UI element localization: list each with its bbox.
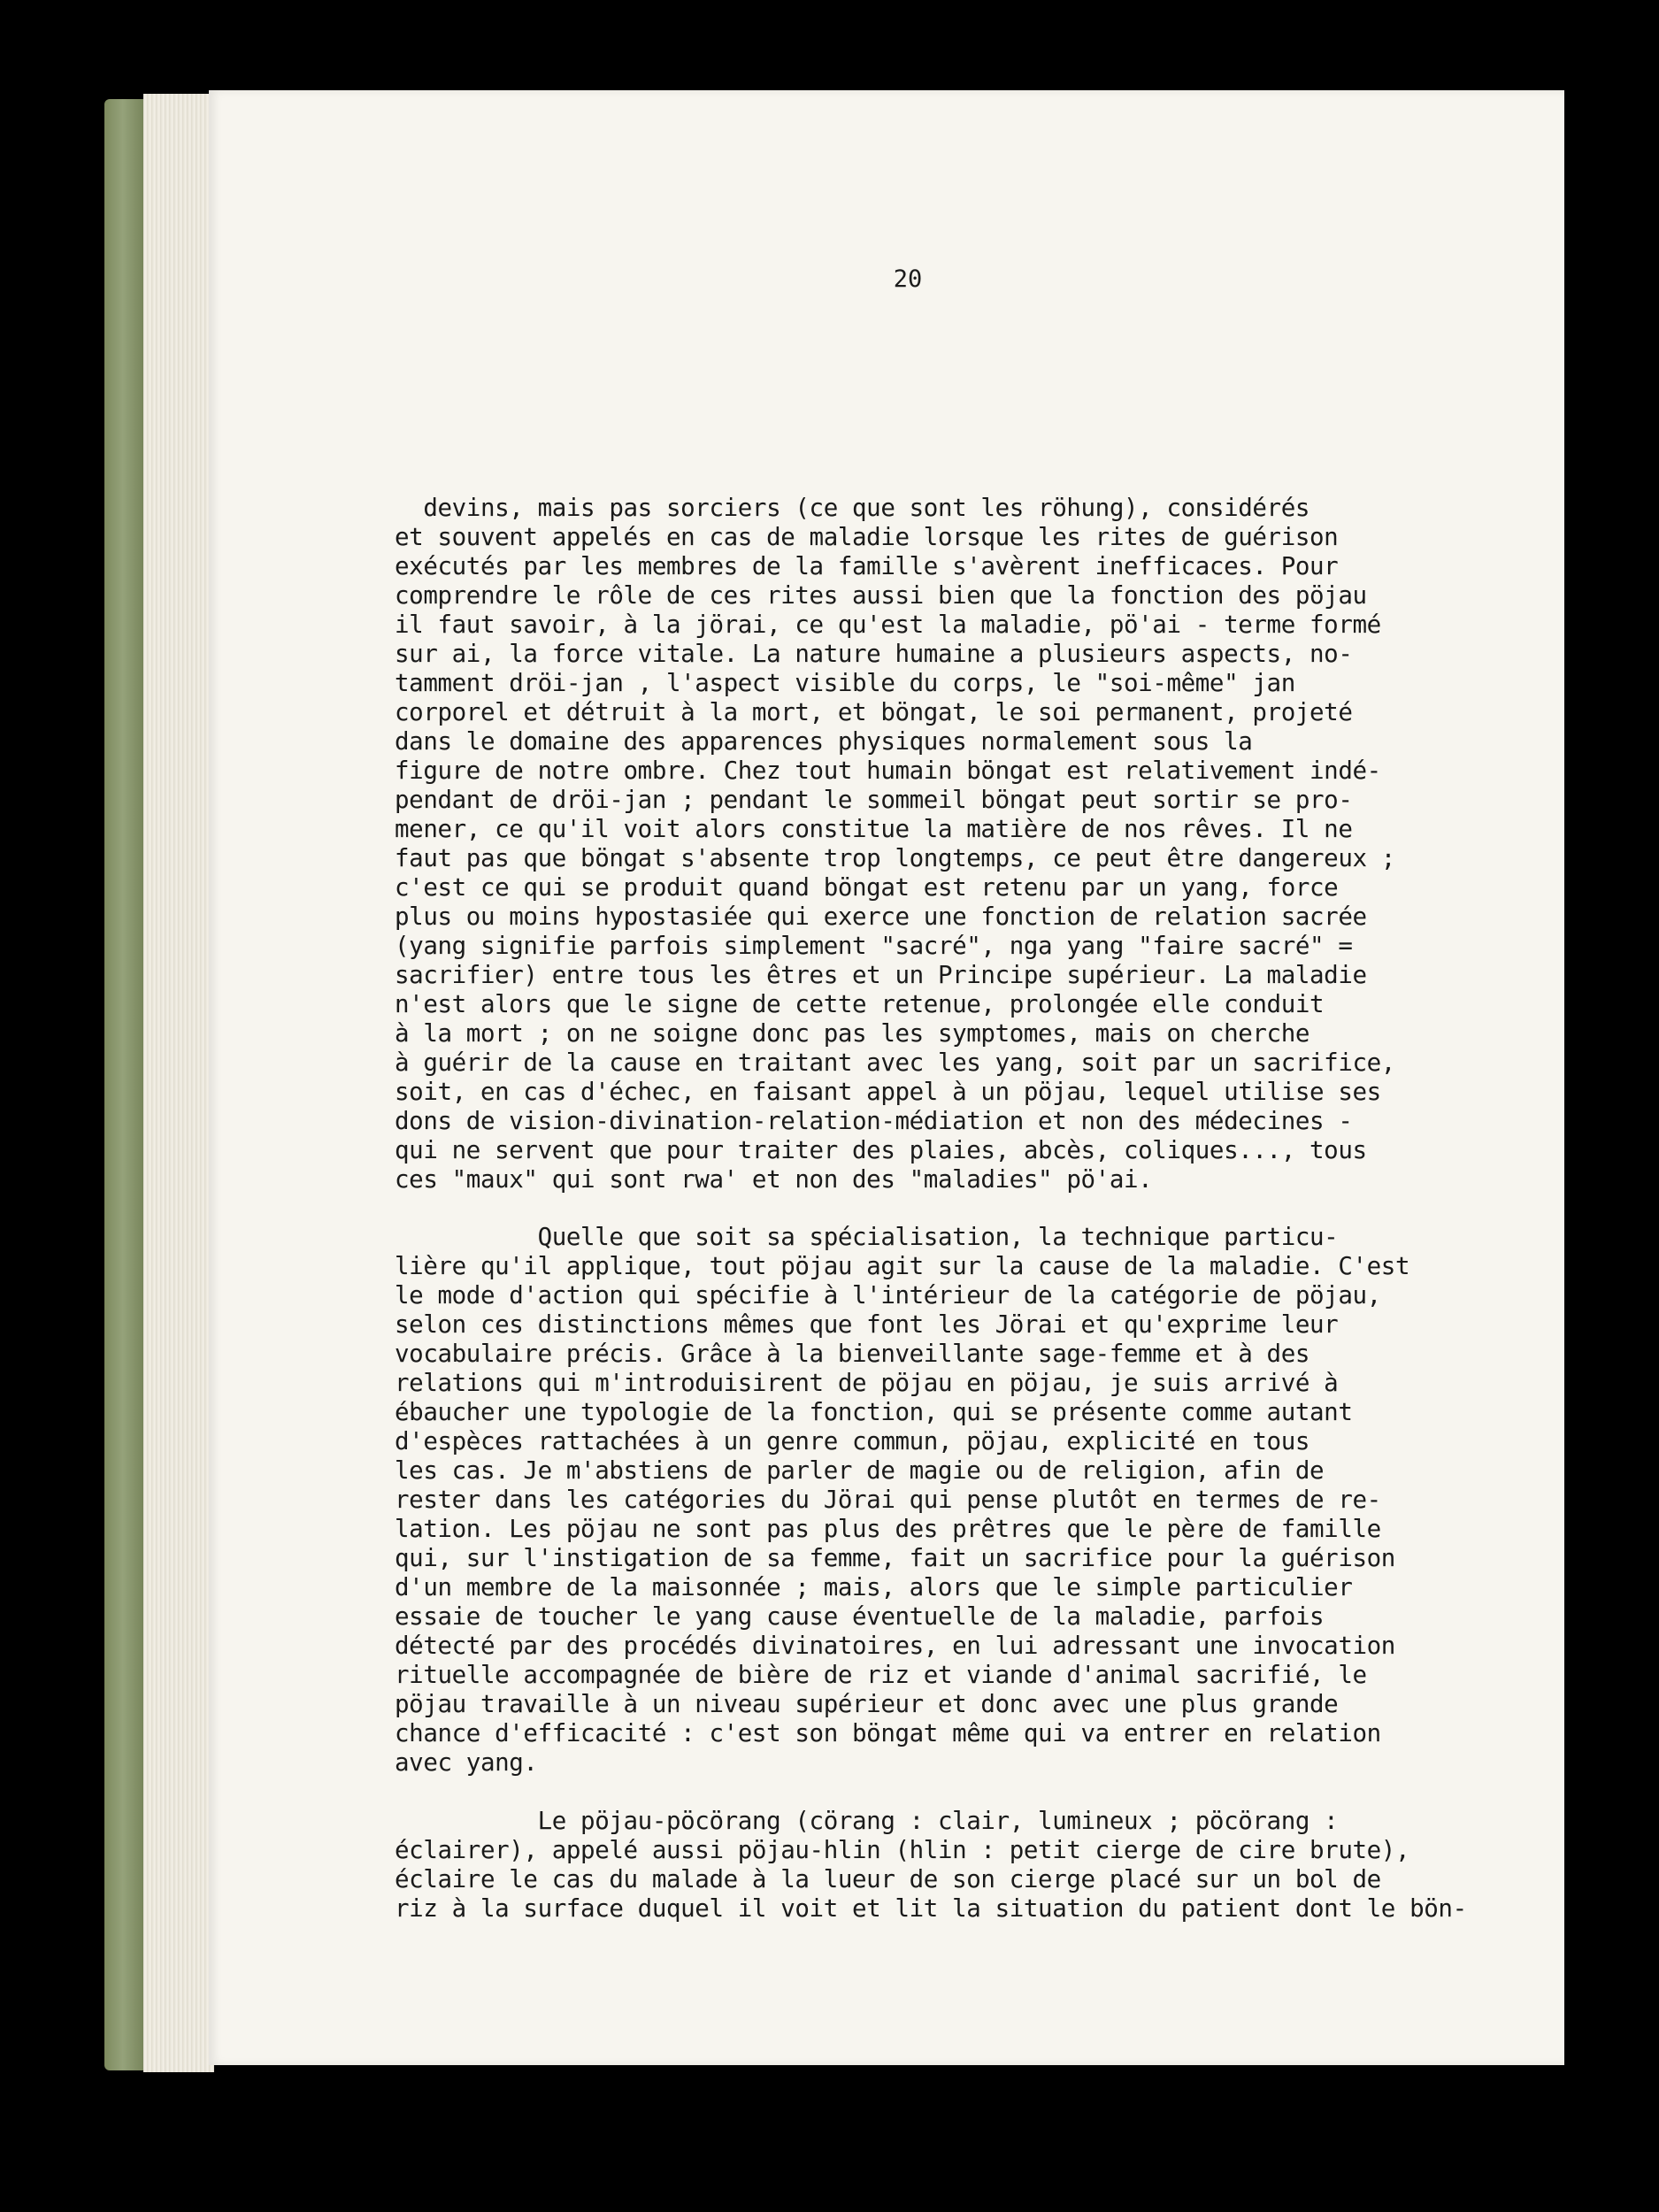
text-line: sur ai, la force vitale. La nature humaine a plusieurs aspects, no- [395, 640, 1353, 668]
text-line: riz à la surface duquel il voit et lit la situation du patient dont le bön- [395, 1894, 1467, 1923]
page-edges [143, 94, 214, 2072]
text-line: relations qui m'introduisirent de pöjau en pöjau, je suis arrivé à [395, 1369, 1339, 1397]
text-line: n'est alors que le signe de cette retenue, prolongée elle conduit [395, 990, 1325, 1018]
paragraph-2 [395, 1223, 1483, 1778]
text-line: les cas. Je m'abstiens de parler de magie ou de religion, afin de [395, 1456, 1325, 1485]
text-line: le mode d'action qui spécifie à l'intérieur de la catégorie de pöjau, [395, 1281, 1381, 1310]
page-number: 20 [893, 265, 923, 293]
text-line: dons de vision-divination-relation-médiation et non des médecines - [395, 1107, 1353, 1135]
text-line: qui ne servent que pour traiter des plaies, abcès, coliques..., tous [395, 1136, 1367, 1164]
text-line: pöjau travaille à un niveau supérieur et donc avec une plus grande [395, 1690, 1339, 1718]
book-page [209, 90, 1564, 2065]
text-line: rester dans les catégories du Jörai qui pense plutôt en termes de re- [395, 1486, 1381, 1514]
text-line: figure de notre ombre. Chez tout humain böngat est relativement indé- [395, 757, 1381, 785]
text-line: ces "maux" qui sont rwa' et non des "maladies" pö'ai. [395, 1165, 1153, 1194]
text-line: à la mort ; on ne soigne donc pas les symptomes, mais on cherche [395, 1019, 1310, 1048]
text-line: essaie de toucher le yang cause éventuelle de la maladie, parfois [395, 1602, 1325, 1631]
text-line: et souvent appelés en cas de maladie lorsque les rites de guérison [395, 523, 1339, 551]
text-line: vocabulaire précis. Grâce à la bienveillante sage-femme et à des [395, 1340, 1310, 1368]
text-line: selon ces distinctions mêmes que font les Jörai et qu'exprime leur [395, 1310, 1339, 1339]
text-line: lation. Les pöjau ne sont pas plus des prêtres que le père de famille [395, 1515, 1381, 1543]
text-line: avec yang. [395, 1748, 538, 1777]
text-line: devins, mais pas sorciers (ce que sont les röhung), considérés [395, 494, 1310, 522]
text-line: ébaucher une typologie de la fonction, qui se présente comme autant [395, 1398, 1353, 1426]
paragraph-1 [395, 494, 1483, 1194]
text-line: d'espèces rattachées à un genre commun, pöjau, explicité en tous [395, 1427, 1310, 1455]
text-line: qui, sur l'instigation de sa femme, fait un sacrifice pour la guérison [395, 1544, 1395, 1572]
text-line: d'un membre de la maisonnée ; mais, alors que le simple particulier [395, 1573, 1353, 1601]
text-line: corporel et détruit à la mort, et böngat, le soi permanent, projeté [395, 698, 1353, 726]
text-line: Quelle que soit sa spécialisation, la technique particu- [395, 1223, 1339, 1251]
text-line: (yang signifie parfois simplement "sacré", nga yang "faire sacré" = [395, 932, 1353, 960]
text-line: Le pöjau-pöcörang (cörang : clair, lumineux ; pöcörang : [395, 1807, 1339, 1835]
text-line: éclairer), appelé aussi pöjau-hlin (hlin : petit cierge de cire brute), [395, 1836, 1410, 1864]
text-line: éclaire le cas du malade à la lueur de son cierge placé sur un bol de [395, 1865, 1381, 1893]
text-line: dans le domaine des apparences physiques normalement sous la [395, 727, 1253, 756]
text-line: lière qu'il applique, tout pöjau agit sur la cause de la maladie. C'est [395, 1252, 1410, 1280]
text-line: plus ou moins hypostasiée qui exerce une fonction de relation sacrée [395, 902, 1367, 931]
text-line: il faut savoir, à la jörai, ce qu'est la maladie, pö'ai - terme formé [395, 611, 1381, 639]
text-line: à guérir de la cause en traitant avec les yang, soit par un sacrifice, [395, 1048, 1395, 1077]
text-line: soit, en cas d'échec, en faisant appel à un pöjau, lequel utilise ses [395, 1078, 1381, 1106]
text-line: sacrifier) entre tous les êtres et un Principe supérieur. La maladie [395, 961, 1367, 989]
text-line: chance d'efficacité : c'est son böngat même qui va entrer en relation [395, 1719, 1381, 1747]
text-line: faut pas que böngat s'absente trop longtemps, ce peut être dangereux ; [395, 844, 1395, 872]
text-line: rituelle accompagnée de bière de riz et viande d'animal sacrifié, le [395, 1661, 1367, 1689]
text-line: exécutés par les membres de la famille s'avèrent inefficaces. Pour [395, 552, 1339, 580]
text-line: c'est ce qui se produit quand böngat est retenu par un yang, force [395, 873, 1339, 902]
text-line: tamment dröi-jan , l'aspect visible du corps, le "soi-même" jan [395, 669, 1295, 697]
text-line: mener, ce qu'il voit alors constitue la matière de nos rêves. Il ne [395, 815, 1353, 843]
paragraph-3 [395, 1807, 1483, 1924]
text-line: détecté par des procédés divinatoires, en lui adressant une invocation [395, 1632, 1395, 1660]
text-line: pendant de dröi-jan ; pendant le sommeil böngat peut sortir se pro- [395, 786, 1353, 814]
text-line: comprendre le rôle de ces rites aussi bien que la fonction des pöjau [395, 581, 1367, 610]
